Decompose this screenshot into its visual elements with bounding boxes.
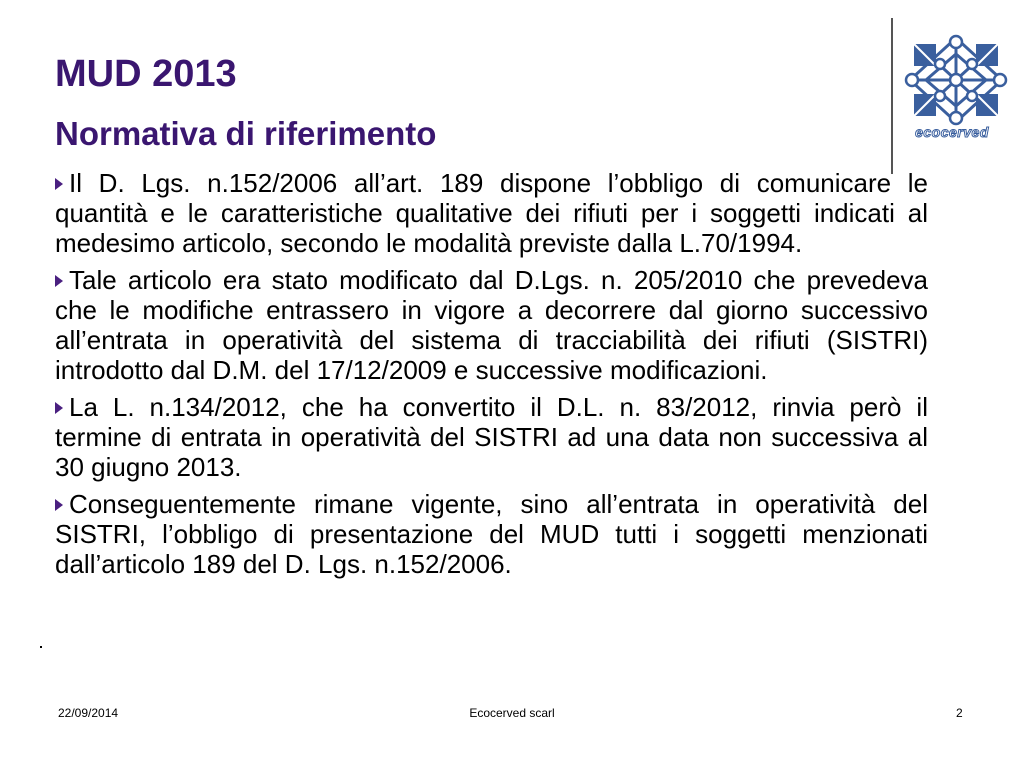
bullet-text: La L. n.134/2012, che ha convertito il D.L. n. 83/2012, rinvia però il termine di entrata in operatività del SISTRI ad una data non successiva al 30 giugno 2013. <box>55 392 928 482</box>
footer-date: 22/09/2014 <box>58 706 119 720</box>
bullet-item <box>55 265 928 385</box>
bullet-text: Conseguentemente rimane vigente, sino all’entrata in operatività del SISTRI, l’obbligo di presentazione del MUD tutti i soggetti menzionati dall’articolo 189 del D. Lgs. n.152/2006. <box>55 489 928 579</box>
logo-wordmark: ecocerved <box>915 124 989 140</box>
triangle-right-icon <box>55 275 63 287</box>
bullet-text: Il D. Lgs. n.152/2006 all’art. 189 dispone l’obbligo di comunicare le quantità e le caratteristiche qualitative dei rifiuti per i soggetti indicati al medesimo articolo, secondo le modalità previste dalla L.70/1994. <box>55 168 928 258</box>
stray-dot <box>40 646 42 648</box>
vertical-divider <box>891 18 893 174</box>
bullet-item <box>55 168 928 258</box>
bullet-item <box>55 489 928 579</box>
slide-subtitle: Normativa di riferimento <box>55 115 437 152</box>
triangle-right-icon <box>55 402 63 414</box>
slide-title: MUD 2013 <box>55 53 237 95</box>
footer-company: Ecocerved scarl <box>469 706 555 720</box>
bullet-list <box>55 168 928 586</box>
triangle-right-icon <box>55 499 63 511</box>
footer-page-number: 2 <box>956 706 963 720</box>
triangle-right-icon <box>55 178 63 190</box>
bullet-text: Tale articolo era stato modificato dal D.Lgs. n. 205/2010 che prevedeva che le modifiche entrassero in vigore a decorrere dal giorno successivo all’entrata in operatività del sistema di tracciabilità dei rifiuti (SISTRI) introdotto dal D.M. del 17/12/2009 e successive modificazioni. <box>55 265 928 385</box>
bullet-item <box>55 392 928 482</box>
